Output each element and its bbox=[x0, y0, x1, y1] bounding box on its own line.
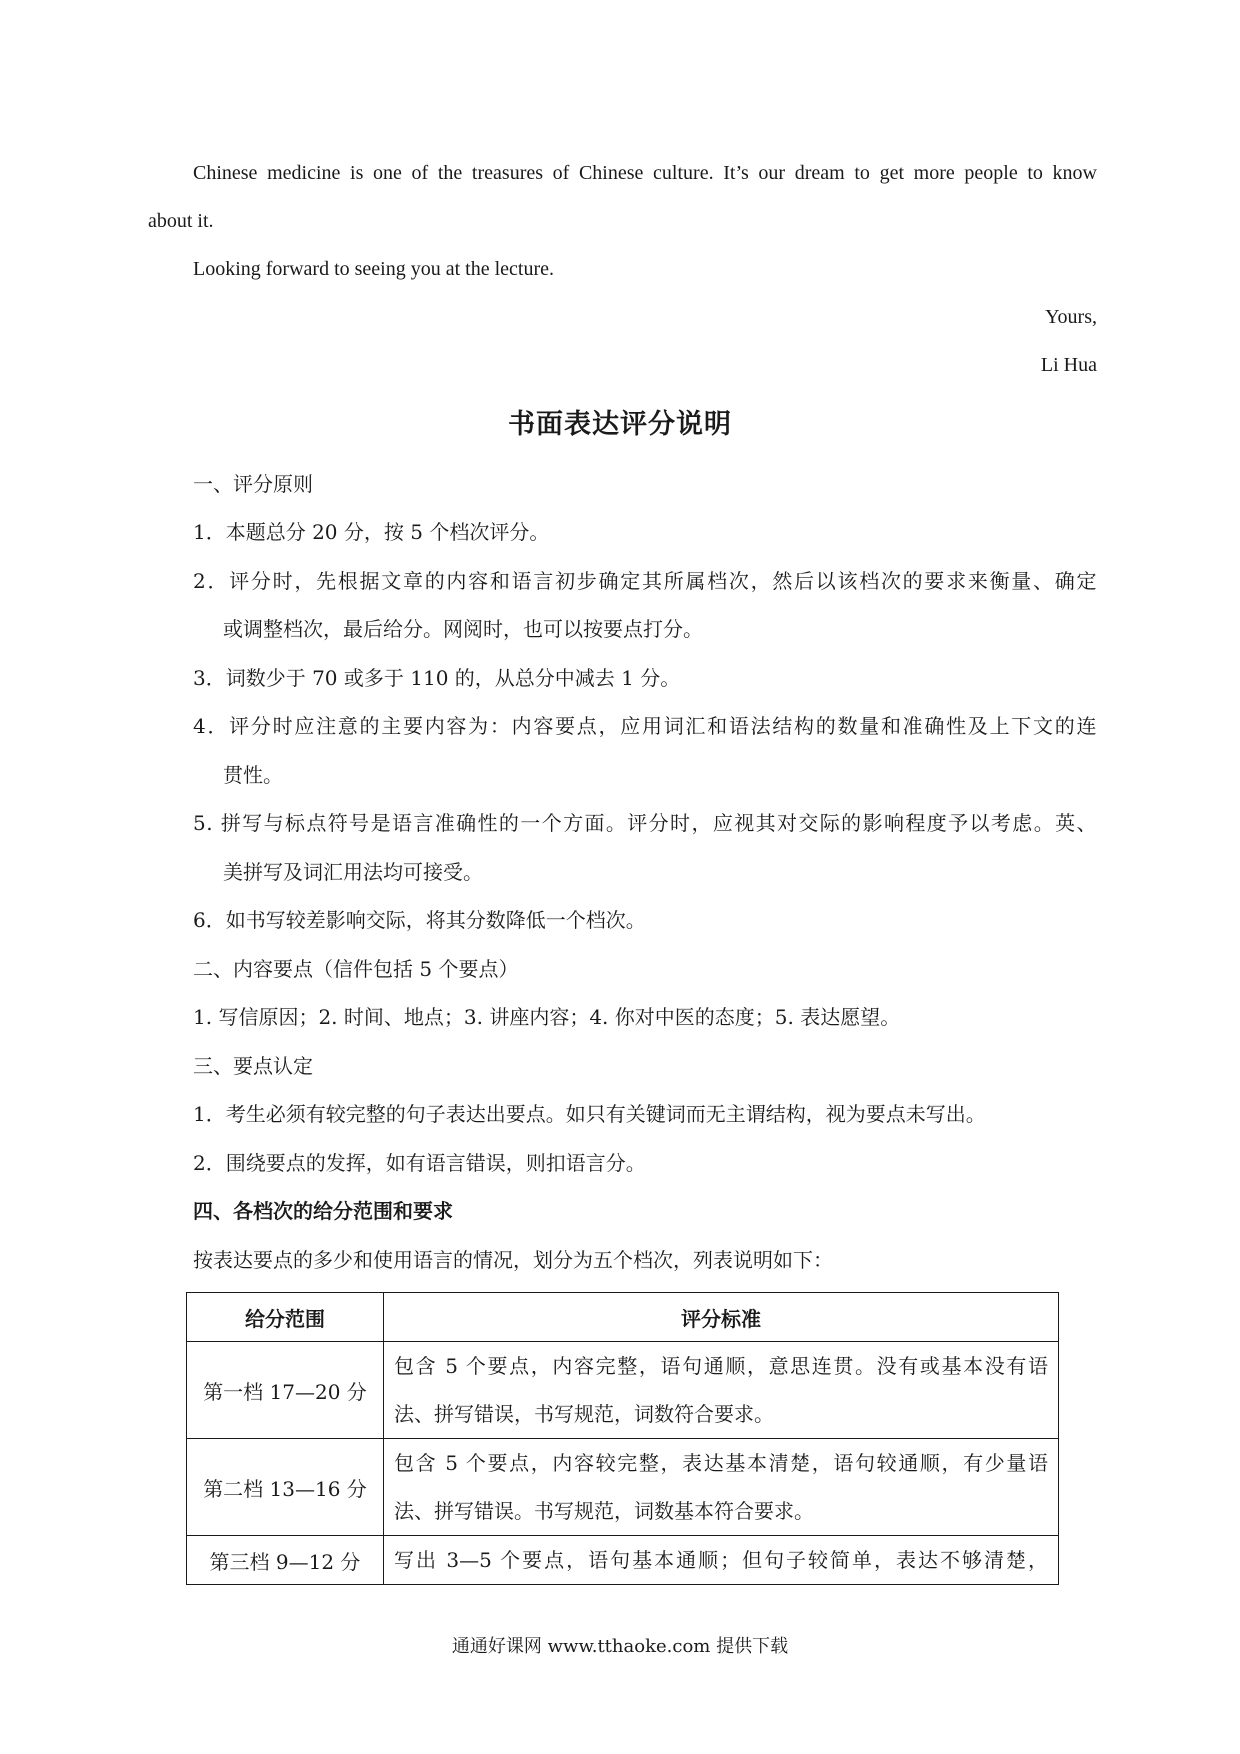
section-heading: 一、评分原则 bbox=[193, 472, 313, 496]
page-footer: 通通好课网 www.tthaoke.com 提供下载 bbox=[451, 1636, 789, 1657]
section-intro: 按表达要点的多少和使用语言的情况，划分为五个档次，列表说明如下： bbox=[193, 1248, 833, 1272]
content-points: 1. 写信原因；2. 时间、地点；3. 讲座内容；4. 你对中医的态度；5. 表达愿望。 bbox=[193, 1005, 901, 1029]
table-header-range: 给分范围 bbox=[187, 1293, 384, 1342]
rule-item: 6．如书写较差影响交际，将其分数降低一个档次。 bbox=[193, 908, 646, 932]
letter-paragraph-line: Chinese medicine is one of the treasures of Chinese culture. It’s our dream to get more people to know bbox=[193, 162, 1097, 184]
score-range-cell: 第二档 13—16 分 bbox=[187, 1439, 384, 1536]
letter-signature: Li Hua bbox=[1040, 354, 1097, 376]
criteria-cell bbox=[384, 1342, 1059, 1439]
table-row bbox=[187, 1439, 1059, 1536]
rule-item: 3．词数少于 70 或多于 110 的，从总分中减去 1 分。 bbox=[193, 666, 681, 690]
criteria-cell bbox=[384, 1536, 1059, 1585]
rule-item: 1．本题总分 20 分，按 5 个档次评分。 bbox=[193, 520, 550, 544]
rule-item: 4．评分时应注意的主要内容为：内容要点，应用词汇和语法结构的数量和准确性及上下文的连 bbox=[193, 714, 1097, 738]
letter-paragraph-line: about it. bbox=[148, 210, 214, 232]
criteria-line: 包含 5 个要点，内容较完整，表达基本清楚，语句较通顺，有少量语 bbox=[394, 1451, 1048, 1475]
rule-item: 2．围绕要点的发挥，如有语言错误，则扣语言分。 bbox=[193, 1151, 646, 1175]
criteria-line: 法、拼写错误，书写规范，词数符合要求。 bbox=[394, 1402, 774, 1426]
criteria-cell bbox=[384, 1439, 1059, 1536]
rule-item-continuation: 贯性。 bbox=[223, 763, 283, 787]
table-row bbox=[187, 1342, 1059, 1439]
section-heading: 四、各档次的给分范围和要求 bbox=[193, 1199, 453, 1223]
letter-paragraph: Looking forward to seeing you at the lecture. bbox=[193, 258, 554, 280]
rule-item: 2．评分时，先根据文章的内容和语言初步确定其所属档次，然后以该档次的要求来衡量、确定 bbox=[193, 569, 1097, 593]
criteria-line: 写出 3—5 个要点，语句基本通顺；但句子较简单，表达不够清楚， bbox=[394, 1548, 1048, 1572]
score-range-cell: 第三档 9—12 分 bbox=[187, 1536, 384, 1585]
criteria-line: 包含 5 个要点，内容完整，语句通顺，意思连贯。没有或基本没有语 bbox=[394, 1354, 1048, 1378]
criteria-line: 法、拼写错误。书写规范，词数基本符合要求。 bbox=[394, 1499, 814, 1523]
table-header-criteria: 评分标准 bbox=[384, 1293, 1059, 1342]
letter-closing: Yours, bbox=[1045, 306, 1097, 328]
rule-item-continuation: 或调整档次，最后给分。网阅时，也可以按要点打分。 bbox=[223, 617, 703, 641]
rule-item: 5. 拼写与标点符号是语言准确性的一个方面。评分时，应视其对交际的影响程度予以考虑。英、 bbox=[193, 811, 1097, 835]
table-row bbox=[187, 1536, 1059, 1585]
scoring-table bbox=[186, 1292, 1059, 1585]
rule-item-continuation: 美拼写及词汇用法均可接受。 bbox=[223, 860, 483, 884]
rule-item: 1．考生必须有较完整的句子表达出要点。如只有关键词而无主谓结构，视为要点未写出。 bbox=[193, 1102, 986, 1126]
page-title: 书面表达评分说明 bbox=[508, 409, 732, 440]
section-heading: 三、要点认定 bbox=[193, 1054, 313, 1078]
table-header-row bbox=[187, 1293, 1059, 1342]
score-range-cell: 第一档 17—20 分 bbox=[187, 1342, 384, 1439]
section-heading: 二、内容要点（信件包括 5 个要点） bbox=[193, 957, 519, 981]
